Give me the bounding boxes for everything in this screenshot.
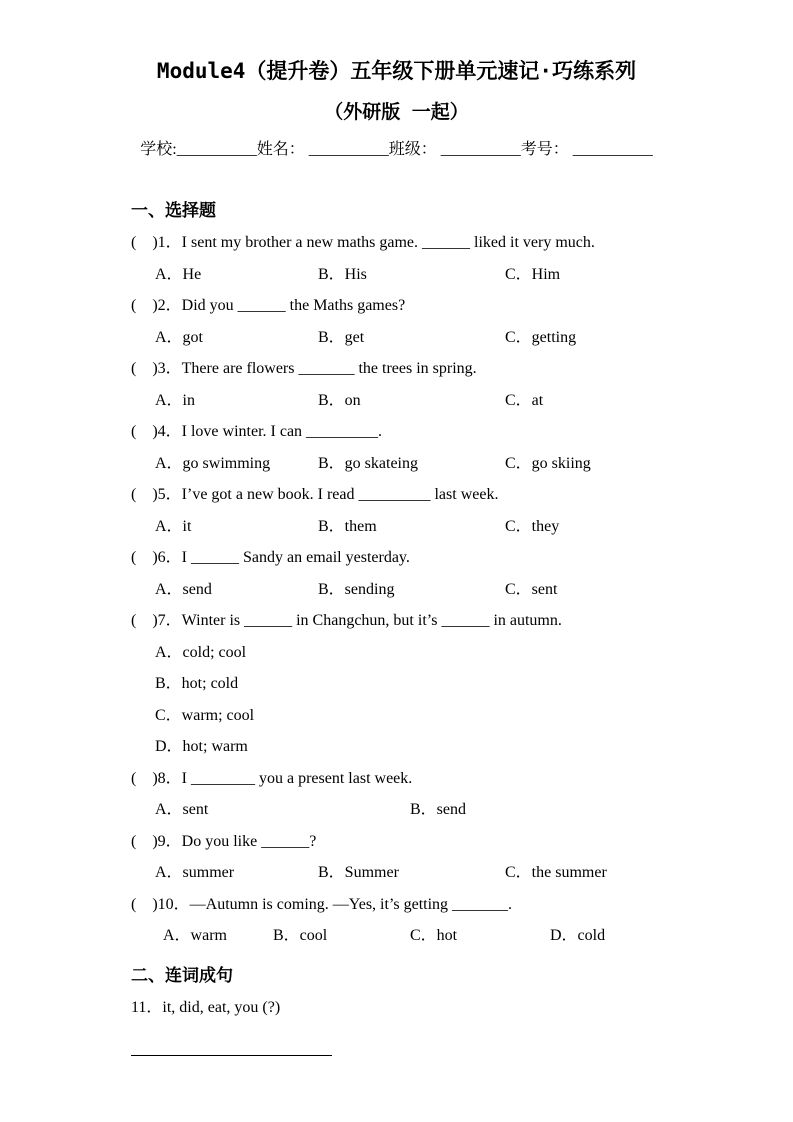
question-10-options [131,920,733,952]
question-2-option-c: C．getting [505,328,577,346]
examno-label: 考号： [520,141,569,158]
question-7-stem: ( )7．Winter is ______ in Changchun, but it’s ______ in autumn. [131,612,562,629]
question-3-option-a: A．in [155,391,196,409]
question-2-option-b: B．get [318,328,365,346]
paper-body [0,195,793,1056]
question-4-option-b: B．go skateing [318,454,418,472]
question-5-stem: ( )5．I’ve got a new book. I read _________ last week. [131,486,499,503]
answer-blank-line [131,1055,332,1056]
question-10-option-d: D．cold [550,927,606,944]
question-1-option-b: B．His [318,265,367,283]
section-2-heading: 二、连词成句 [131,965,233,985]
question-1-option-a: A．He [155,265,202,283]
section-1-heading: 一、选择题 [131,201,216,220]
question-6-option-b: B．sending [318,580,395,598]
question-3-option-c: C．at [505,391,544,409]
question-9-option-b: B．Summer [318,864,399,881]
student-info-line [0,134,793,165]
question-5-option-c: C．they [505,517,560,535]
name-blank: __________ [308,141,389,158]
paper-title-line1: Module4（提升卷）五年级下册单元速记·巧练系列 [156,59,637,83]
question-3-option-b: B．on [318,391,361,409]
name-label: 姓名： [256,141,305,158]
question-4-options [131,448,733,480]
school-blank: __________ [176,141,257,158]
question-5-options [131,511,733,543]
question-10-option-c: C．hot [410,927,458,944]
question-3-stem: ( )3．There are flowers _______ the trees in spring. [131,360,477,377]
question-7-option-a: A．cold; cool [155,643,247,661]
question-10-option-a: A．warm [163,927,227,944]
question-9-options [131,857,733,889]
question-7-option-b: B．hot; cold [155,675,239,692]
class-blank: __________ [440,141,521,158]
question-4-stem: ( )4．I love winter. I can _________. [131,423,383,440]
question-9-stem: ( )9．Do you like ______? [131,832,317,850]
question-7-option-c: C．warm; cool [155,706,255,724]
question-1-options [131,259,733,291]
question-4-option-a: A．go swimming [155,454,271,472]
question-8-option-a: A．sent [155,801,209,818]
question-6-stem: ( )6．I ______ Sandy an email yesterday. [131,549,410,566]
question-2-option-a: A．got [155,328,204,346]
class-label: 班级： [388,141,437,158]
question-5-option-b: B．them [318,517,377,535]
question-10-option-b: B．cool [273,927,328,944]
question-9-option-a: A．summer [155,864,235,881]
question-4-option-c: C．go skiing [505,454,591,472]
question-6-options [131,574,733,606]
question-8-option-b: B．send [410,801,467,818]
question-2-options [131,322,733,354]
paper-title-line2: （外研版 一起） [324,101,469,123]
question-1-option-c: C．Him [505,265,561,283]
question-11-stem: 11．it, did, eat, you (?) [131,998,281,1016]
examno-blank: __________ [572,141,653,158]
question-8-stem: ( )8．I ________ you a present last week. [131,769,413,787]
question-9-option-c: C．the summer [505,864,607,881]
question-7-option-d: D．hot; warm [155,738,248,755]
school-label: 学校: [140,141,177,158]
question-6-option-c: C．sent [505,580,558,598]
question-10-stem: ( )10．—Autumn is coming. —Yes, it’s getting _______. [131,895,513,913]
question-5-option-a: A．it [155,517,192,535]
question-3-options [131,385,733,417]
question-8-options [131,794,733,826]
question-2-stem: ( )2．Did you ______ the Maths games? [131,297,406,314]
question-6-option-a: A．send [155,580,212,598]
question-1-stem: ( )1．I sent my brother a new maths game. ______ liked it very much. [131,234,595,251]
